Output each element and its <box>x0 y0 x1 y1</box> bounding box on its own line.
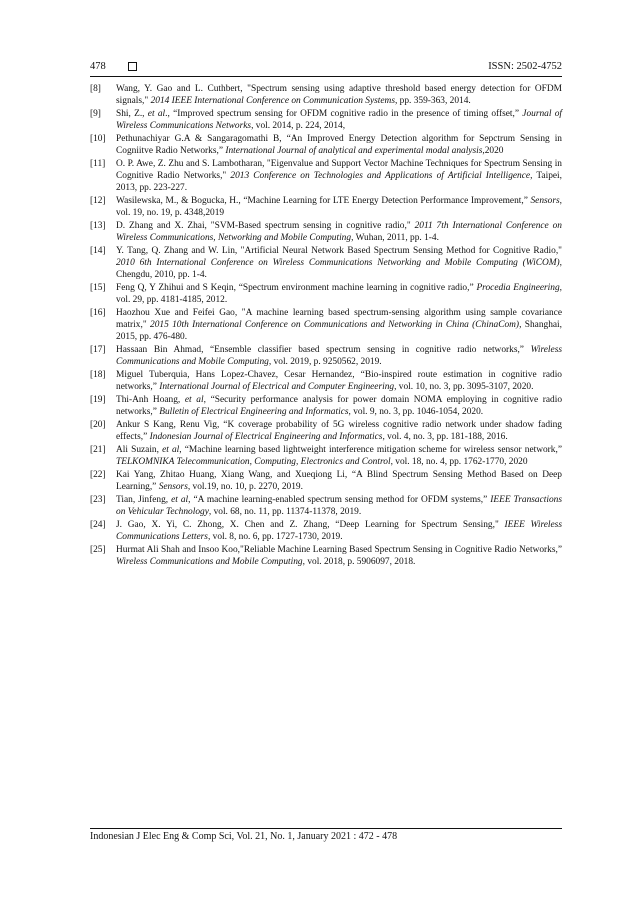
reference-segment: Feng Q, Y Zhihui and S Keqin, “Spectrum environment machine learning in cognitive radio,” <box>116 283 477 293</box>
reference-segment: , Taipei, 2013, pp. 223-227. <box>116 171 562 193</box>
reference-item <box>90 108 562 132</box>
reference-number: [25] <box>90 545 106 555</box>
reference-number: [8] <box>90 84 101 94</box>
reference-venue: 2015 10th International Conference on Communications and Networking in China (ChinaCom) <box>150 320 520 330</box>
reference-item <box>90 444 562 468</box>
reference-text <box>116 344 562 368</box>
reference-segment: , vol. 2018, p. 5906097, 2018. <box>302 557 416 567</box>
reference-number: [22] <box>90 470 106 480</box>
reference-item <box>90 494 562 518</box>
reference-venue: et al <box>184 395 204 405</box>
reference-item <box>90 307 562 343</box>
reference-venue: Wireless Communications and Mobile Computing <box>116 557 303 567</box>
reference-segment: Kai Yang, Zhitao Huang, Xiang Wang, and Xueqiong Li, “A Blind Spectrum Sensing Method Based on Deep Learning,” <box>116 470 562 492</box>
reference-segment: Wang, Y. Gao and L. Cuthbert, "Spectrum sensing using adaptive threshold based energy detection for OFDM signals," <box>116 84 562 106</box>
reference-text <box>116 469 562 493</box>
reference-number: [13] <box>90 221 106 231</box>
reference-segment: , vol. 8, no. 6, pp. 1727-1730, 2019. <box>207 532 343 542</box>
reference-segment: , vol. 9, no. 3, pp. 1046-1054, 2020. <box>348 407 484 417</box>
page-header <box>90 58 562 74</box>
reference-venue: et al <box>162 445 180 455</box>
reference-venue: TELKOMNIKA Telecommunication, Computing, Electronics and Control <box>116 457 391 467</box>
reference-item <box>90 133 562 157</box>
reference-number: [23] <box>90 495 106 505</box>
page-footer: Indonesian J Elec Eng & Comp Sci, Vol. 21, No. 1, January 2021 : 472 - 478 <box>90 831 398 842</box>
reference-venue: Sensors <box>530 196 560 206</box>
reference-segment: , Shanghai, 2015, pp. 476-480. <box>116 320 562 342</box>
reference-text <box>116 394 562 418</box>
reference-item <box>90 344 562 368</box>
reference-venue: International Journal of analytical and experimental modal analysis <box>225 146 483 156</box>
reference-number: [10] <box>90 134 106 144</box>
reference-segment: , vol. 18, no. 4, pp. 1762-1770, 2020 <box>390 457 528 467</box>
reference-number: [14] <box>90 246 106 256</box>
reference-text <box>116 369 562 393</box>
reference-venue: Bulletin of Electrical Engineering and Informatics <box>159 407 349 417</box>
reference-venue: 2014 IEEE International Conference on Communication Systems <box>150 96 395 106</box>
reference-number: [15] <box>90 283 106 293</box>
reference-segment: , vol. 19, no. 19, p. 4348,2019 <box>116 196 562 218</box>
reference-segment: , vol. 2014, p. 224, 2014, <box>251 121 346 131</box>
reference-segment: , pp. 359-363, 2014. <box>394 96 471 106</box>
issn-label: ISSN: 2502-4752 <box>488 60 562 72</box>
reference-text <box>116 108 562 132</box>
reference-item <box>90 469 562 493</box>
reference-number: [11] <box>90 159 106 169</box>
reference-segment: , vol. 10, no. 3, pp. 3095-3107, 2020. <box>394 382 534 392</box>
reference-segment: Tian, Jinfeng, <box>116 495 172 505</box>
reference-item <box>90 220 562 244</box>
reference-segment: Y. Tang, Q. Zhang and W. Lin, "Artificial Neural Network Based Spectrum Sensing Method for Cognitive Radio," <box>116 246 562 256</box>
reference-segment: Haozhou Xue and Feifei Gao, "A machine learning based spectrum-sensing algorithm using sample covariance matrix," <box>116 308 562 330</box>
reference-segment: , “A machine learning-enabled spectrum sensing method for OFDM systems,” <box>188 495 491 505</box>
reference-segment: ,2020 <box>482 146 504 156</box>
reference-segment: Shi, Z., <box>116 109 148 119</box>
reference-segment: Pethunachiyar G.A & Sangaragomathi B, “An Improved Energy Detection algorithm for Sepctrum Sensing in Cogniitve Radio Networks,” <box>116 134 562 156</box>
reference-number: [21] <box>90 445 106 455</box>
reference-text <box>116 245 562 281</box>
reference-number: [20] <box>90 420 106 430</box>
reference-item <box>90 369 562 393</box>
reference-segment: Ali Suzain, <box>116 445 163 455</box>
reference-number: [24] <box>90 520 106 530</box>
square-box-icon <box>128 62 137 71</box>
reference-segment: Hassaan Bin Ahmad, “Ensemble classifier based spectrum sensing in cognitive radio networks,” <box>116 345 531 355</box>
reference-text <box>116 444 562 468</box>
reference-number: [17] <box>90 345 106 355</box>
reference-text <box>116 195 562 219</box>
reference-segment: J. Gao, X. Yi, C. Zhong, X. Chen and Z. Zhang, “Deep Learning for Spectrum Sensing," <box>116 520 505 530</box>
reference-text <box>116 519 562 543</box>
reference-segment: Ankur S Kang, Renu Vig, “K coverage probability of 5G wireless cognitive radio network under shadow fading effects,” <box>116 420 562 442</box>
reference-segment: , vol. 4, no. 3, pp. 181-188, 2016. <box>382 432 508 442</box>
reference-item <box>90 394 562 418</box>
reference-segment: , vol. 68, no. 11, pp. 11374-11378, 2019. <box>208 507 362 517</box>
reference-segment: D. Zhang and X. Zhai, "SVM-Based spectrum sensing in cognitive radio," <box>116 221 415 231</box>
reference-segment: , “Machine learning based lightweight interference mitigation scheme for wireless sensor network,” <box>179 445 562 455</box>
header-divider <box>90 76 562 77</box>
page-number: 478 <box>90 60 106 72</box>
reference-venue: 2013 Conference on Technologies and Applications of Artificial Intelligence <box>230 171 531 181</box>
reference-text <box>116 544 562 568</box>
reference-venue: IEEE Wireless Communications Letters <box>116 520 562 542</box>
reference-venue: et al <box>171 495 189 505</box>
reference-segment: Wasilewska, M., & Bogucka, H., “Machine Learning for LTE Energy Detection Performance Improvement,” <box>116 196 531 206</box>
reference-list <box>90 83 562 569</box>
reference-segment: ., “Improved spectrum sensing for OFDM cognitive radio in the presence of timing offset,” <box>165 109 523 119</box>
reference-venue: Procedia Engineering <box>476 283 560 293</box>
reference-item <box>90 195 562 219</box>
reference-text <box>116 133 562 157</box>
reference-text <box>116 307 562 343</box>
reference-item <box>90 245 562 281</box>
footer-divider <box>90 828 562 829</box>
reference-text <box>116 220 562 244</box>
reference-venue: International Journal of Electrical and Computer Engineering <box>159 382 395 392</box>
reference-item <box>90 419 562 443</box>
reference-venue: Wireless Communications and Mobile Computing <box>116 345 562 367</box>
reference-segment: , vol. 2019, p. 9250562, 2019. <box>268 357 382 367</box>
reference-number: [18] <box>90 370 106 380</box>
reference-segment: , vol. 29, pp. 4181-4185, 2012. <box>116 283 562 305</box>
reference-item <box>90 519 562 543</box>
reference-segment: O. P. Awe, Z. Zhu and S. Lambotharan, "Eigenvalue and Support Vector Machine Techniques for Spectrum Sensing in Cognitive Radio Networks," <box>116 159 562 181</box>
reference-segment: , Chengdu, 2010, pp. 1-4. <box>116 258 562 280</box>
reference-segment: Thi-Anh Hoang, <box>116 395 185 405</box>
reference-number: [16] <box>90 308 106 318</box>
reference-text <box>116 158 562 194</box>
reference-venue: 2011 7th International Conference on Wireless Communications, Networking and Mobile Computing <box>116 221 562 243</box>
reference-segment: , Wuhan, 2011, pp. 1-4. <box>351 233 439 243</box>
reference-segment: Miguel Tuberquia, Hans Lopez-Chavez, Cesar Hernandez, “Bio-inspired route estimation in cognitive radio networks,” <box>116 370 562 392</box>
reference-text <box>116 494 562 518</box>
reference-number: [19] <box>90 395 106 405</box>
reference-venue: et al <box>147 109 166 119</box>
reference-item <box>90 158 562 194</box>
reference-venue: Sensors <box>158 482 188 492</box>
reference-number: [9] <box>90 109 101 119</box>
reference-venue: 2010 6th International Conference on Wireless Communications Networking and Mobile Computing (WiCOM) <box>116 258 560 268</box>
reference-segment: , vol.19, no. 10, p. 2270, 2019. <box>187 482 303 492</box>
reference-number: [12] <box>90 196 106 206</box>
reference-venue: IEEE Transactions on Vehicular Technology <box>116 495 562 517</box>
reference-item <box>90 83 562 107</box>
reference-segment: , “Security performance analysis for power domain NOMA employing in cognitive radio networks,” <box>116 395 563 417</box>
reference-item <box>90 282 562 306</box>
reference-text <box>116 282 562 306</box>
reference-venue: Journal of Wireless Communications Networks <box>116 109 563 131</box>
reference-segment: Hurmat Ali Shah and Insoo Koo,"Reliable Machine Learning Based Spectrum Sensing in Cognitive Radio Networks,” <box>116 545 562 555</box>
reference-venue: Indonesian Journal of Electrical Engineering and Informatics <box>149 432 383 442</box>
reference-text <box>116 83 562 107</box>
reference-text <box>116 419 562 443</box>
reference-item <box>90 544 562 568</box>
